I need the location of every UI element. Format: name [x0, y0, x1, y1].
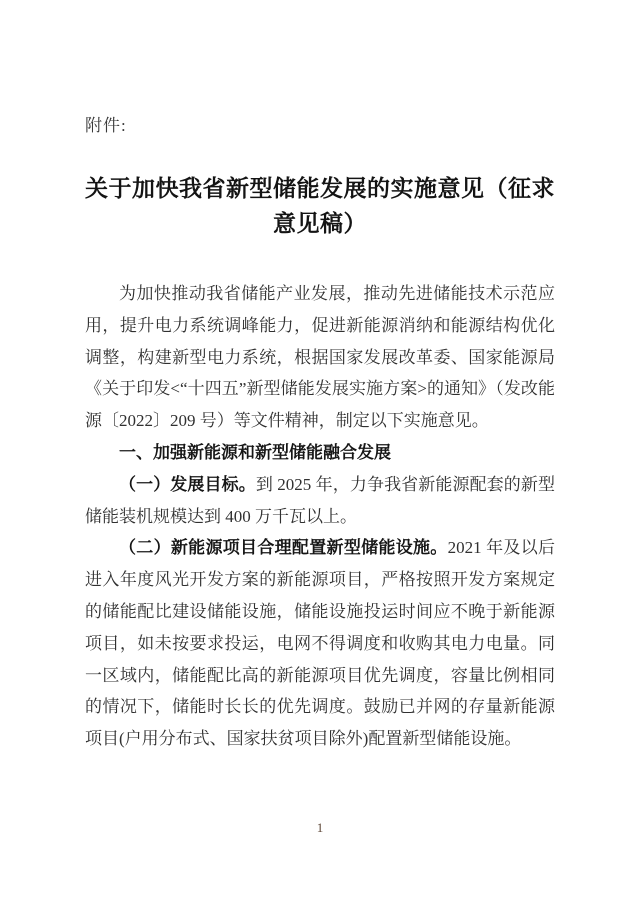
item-2-label: （二）新能源项目合理配置新型储能设施。 — [119, 538, 448, 558]
item-2-text: 2021 年及以后进入年度风光开发方案的新能源项目，严格按照开发方案规定的储能配比建设储能设施，储能设施投运时间应不晚于新能源项目，如未按要求投运，电网不得调度和收购其电力电量。同一区域内，储能配比高的新能源项目优先调度，容量比例相同的情况下，储能时长长的优先调度。鼓励已并网的存量新能源项目(户用分布式、国家扶贫项目除外)配置新型储能设施。 — [85, 538, 556, 749]
document-title-line-1: 关于加快我省新型储能发展的实施意见（征求 — [85, 176, 555, 201]
item-paragraph-2 — [85, 532, 555, 755]
section-heading: 一、加强新能源和新型储能融合发展 — [119, 442, 391, 462]
item-1-text: 到 2025 年，力争我省新能源配套的新型储能装机规模达到 400 万千瓦以上。 — [85, 474, 556, 526]
document-title-line-2: 意见稿） — [273, 211, 367, 236]
attachment-label: 附件: — [85, 116, 127, 135]
item-1-label: （一）发展目标。 — [119, 474, 256, 494]
document-title — [85, 171, 555, 241]
item-paragraph-1 — [85, 469, 555, 533]
page-number: 1 — [316, 820, 324, 835]
intro-paragraph: 为加快推动我省储能产业发展，推动先进储能技术示范应用，提升电力系统调峰能力，促进新能源消纳和能源结构优化调整，构建新型电力系统，根据国家发展改革委、国家能源局《关于印发<“十四五”新型储能发展实施方案>的通知》（发改能源〔2022〕209 号）等文件精神，制定以下实施意见。 — [85, 284, 555, 431]
